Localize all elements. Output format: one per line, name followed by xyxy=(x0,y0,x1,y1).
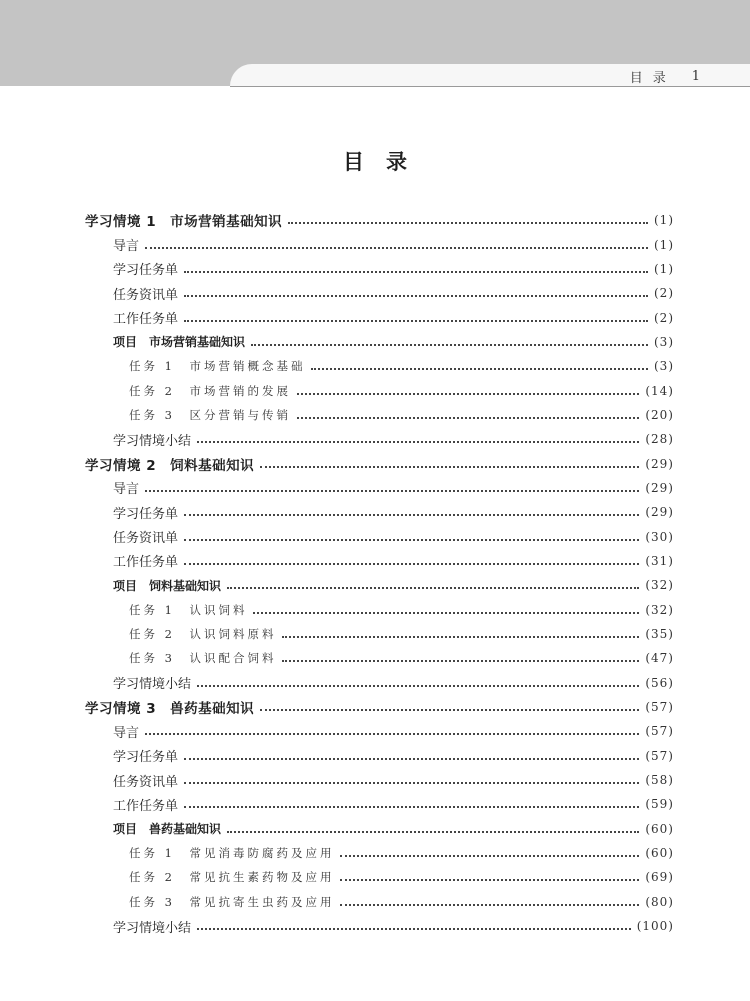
toc-entry-section[interactable] xyxy=(0,524,750,548)
dot-leader xyxy=(227,587,639,589)
toc-entry-task[interactable] xyxy=(0,865,750,889)
toc-entry-title: 导言 xyxy=(113,239,140,255)
dot-leader xyxy=(145,733,639,735)
toc-entry-title: 学习任务单 xyxy=(113,263,179,279)
toc-entry-title: 项目 兽药基础知识 xyxy=(113,822,222,837)
page-title: 目录 xyxy=(343,150,429,174)
toc-entry-title: 学习情境 2 饲料基础知识 xyxy=(85,457,255,474)
toc-entry-title: 任务 1 常见消毒防腐药及应用 xyxy=(129,846,335,861)
toc-entry-project[interactable] xyxy=(0,330,750,354)
toc-entry-page: (29) xyxy=(645,456,674,471)
dot-leader xyxy=(197,685,639,687)
toc-entry-page: (30) xyxy=(645,529,674,544)
running-head-title: 目录 xyxy=(629,71,676,86)
toc-entry-page: (69) xyxy=(645,870,674,885)
dot-leader xyxy=(282,636,639,638)
toc-entry-title: 任务 1 认识饲料 xyxy=(129,602,248,617)
dot-leader xyxy=(282,660,639,662)
toc-entry-title: 工作任务单 xyxy=(113,312,179,328)
dot-leader xyxy=(145,490,639,492)
toc-entry-title: 任务 3 区分营销与传销 xyxy=(129,407,291,422)
toc-entry-task[interactable] xyxy=(0,890,750,914)
toc-entry-section[interactable] xyxy=(0,719,750,743)
dot-leader xyxy=(184,514,639,516)
toc-entry-project[interactable] xyxy=(0,573,750,597)
toc-entry-page: (80) xyxy=(645,894,674,909)
toc-entry-title: 任务 3 常见抗寄生虫药及应用 xyxy=(129,894,335,909)
toc-entry-title: 学习情境小结 xyxy=(113,920,192,936)
toc-entry-section[interactable] xyxy=(0,792,750,816)
toc-entry-task[interactable] xyxy=(0,841,750,865)
toc-entry-title: 工作任务单 xyxy=(113,798,179,814)
toc-entry-title: 项目 市场营销基础知识 xyxy=(113,335,246,350)
toc-entry-chapter[interactable] xyxy=(0,208,750,232)
dot-leader xyxy=(184,806,639,808)
dot-leader xyxy=(288,222,648,224)
dot-leader xyxy=(340,855,639,857)
toc-entry-section[interactable] xyxy=(0,257,750,281)
toc-entry-section[interactable] xyxy=(0,549,750,573)
toc-entry-title: 学习情境小结 xyxy=(113,677,192,693)
toc-entry-section[interactable] xyxy=(0,476,750,500)
toc-entry-page: (100) xyxy=(636,919,674,934)
dot-leader xyxy=(340,879,639,881)
dot-leader xyxy=(184,758,639,760)
toc-entry-page: (20) xyxy=(645,407,674,422)
dot-leader xyxy=(251,344,648,346)
toc-entry-page: (35) xyxy=(645,627,674,642)
dot-leader xyxy=(297,393,639,395)
toc-entry-title: 学习任务单 xyxy=(113,750,179,766)
toc-entry-task[interactable] xyxy=(0,403,750,427)
toc-entry-title: 任务 3 认识配合饲料 xyxy=(129,651,277,666)
toc-entry-section[interactable] xyxy=(0,768,750,792)
toc-entry-page: (57) xyxy=(645,700,674,715)
toc-entry-title: 项目 饲料基础知识 xyxy=(113,578,222,593)
toc-entry-project[interactable] xyxy=(0,817,750,841)
toc-entry-page: (28) xyxy=(645,432,674,447)
toc-entry-page: (1) xyxy=(654,261,674,276)
toc-entry-task[interactable] xyxy=(0,378,750,402)
toc-entry-title: 任务资讯单 xyxy=(113,287,179,303)
toc-entry-title: 学习情境 1 市场营销基础知识 xyxy=(85,214,283,231)
toc-entry-page: (1) xyxy=(654,237,674,252)
toc-entry-page: (58) xyxy=(645,773,674,788)
toc-entry-title: 工作任务单 xyxy=(113,555,179,571)
toc-entry-task[interactable] xyxy=(0,622,750,646)
toc-entry-task[interactable] xyxy=(0,646,750,670)
toc-entry-title: 学习任务单 xyxy=(113,506,179,522)
toc-entry-title: 学习情境 3 兽药基础知识 xyxy=(85,701,255,718)
toc-entry-task[interactable] xyxy=(0,598,750,622)
toc-entry-title: 任务 2 常见抗生素药物及应用 xyxy=(129,870,335,885)
toc-entry-section[interactable] xyxy=(0,914,750,938)
toc-entry-title: 任务 2 市场营销的发展 xyxy=(129,383,291,398)
dot-leader xyxy=(184,539,639,541)
dot-leader xyxy=(184,271,648,273)
running-head-page-number: 1 xyxy=(691,69,702,84)
toc-entry-section[interactable] xyxy=(0,281,750,305)
dot-leader xyxy=(184,782,639,784)
toc-entry-section[interactable] xyxy=(0,305,750,329)
toc-entry-page: (29) xyxy=(645,505,674,520)
header-rule xyxy=(230,86,750,87)
toc-entry-title: 任务 1 市场营销概念基础 xyxy=(129,359,306,374)
toc-entry-page: (32) xyxy=(645,578,674,593)
toc-entry-page: (14) xyxy=(645,383,674,398)
toc-entry-page: (1) xyxy=(654,213,674,228)
dot-leader xyxy=(184,320,648,322)
toc-entry-title: 学习情境小结 xyxy=(113,433,192,449)
toc-entry-title: 导言 xyxy=(113,725,140,741)
dot-leader xyxy=(227,831,639,833)
toc-entry-section[interactable] xyxy=(0,500,750,524)
toc-entry-task[interactable] xyxy=(0,354,750,378)
toc-entry-page: (3) xyxy=(654,334,674,349)
toc-entry-page: (2) xyxy=(654,310,674,325)
toc-entry-title: 任务 2 认识饲料原料 xyxy=(129,627,277,642)
toc-entry-title: 任务资讯单 xyxy=(113,531,179,547)
toc-entry-chapter[interactable] xyxy=(0,451,750,475)
toc-entry-page: (31) xyxy=(645,553,674,568)
table-of-contents xyxy=(0,208,750,938)
dot-leader xyxy=(340,904,639,906)
dot-leader xyxy=(197,928,631,930)
toc-entry-page: (60) xyxy=(645,821,674,836)
toc-entry-page: (29) xyxy=(645,480,674,495)
toc-entry-section[interactable] xyxy=(0,427,750,451)
dot-leader xyxy=(145,247,648,249)
dot-leader xyxy=(253,612,639,614)
dot-leader xyxy=(297,417,639,419)
toc-entry-page: (57) xyxy=(645,724,674,739)
toc-entry-section[interactable] xyxy=(0,671,750,695)
toc-entry-page: (59) xyxy=(645,797,674,812)
dot-leader xyxy=(197,441,639,443)
toc-entry-title: 导言 xyxy=(113,482,140,498)
toc-entry-page: (57) xyxy=(645,748,674,763)
dot-leader xyxy=(184,563,639,565)
dot-leader xyxy=(260,709,639,711)
toc-entry-chapter[interactable] xyxy=(0,695,750,719)
dot-leader xyxy=(311,368,648,370)
dot-leader xyxy=(184,295,648,297)
toc-entry-section[interactable] xyxy=(0,232,750,256)
toc-entry-page: (2) xyxy=(654,286,674,301)
toc-entry-section[interactable] xyxy=(0,744,750,768)
toc-entry-page: (47) xyxy=(645,651,674,666)
toc-entry-page: (60) xyxy=(645,846,674,861)
running-head xyxy=(630,67,702,86)
toc-entry-title: 任务资讯单 xyxy=(113,774,179,790)
toc-entry-page: (3) xyxy=(654,359,674,374)
toc-entry-page: (56) xyxy=(645,675,674,690)
dot-leader xyxy=(260,466,639,468)
toc-entry-page: (32) xyxy=(645,602,674,617)
